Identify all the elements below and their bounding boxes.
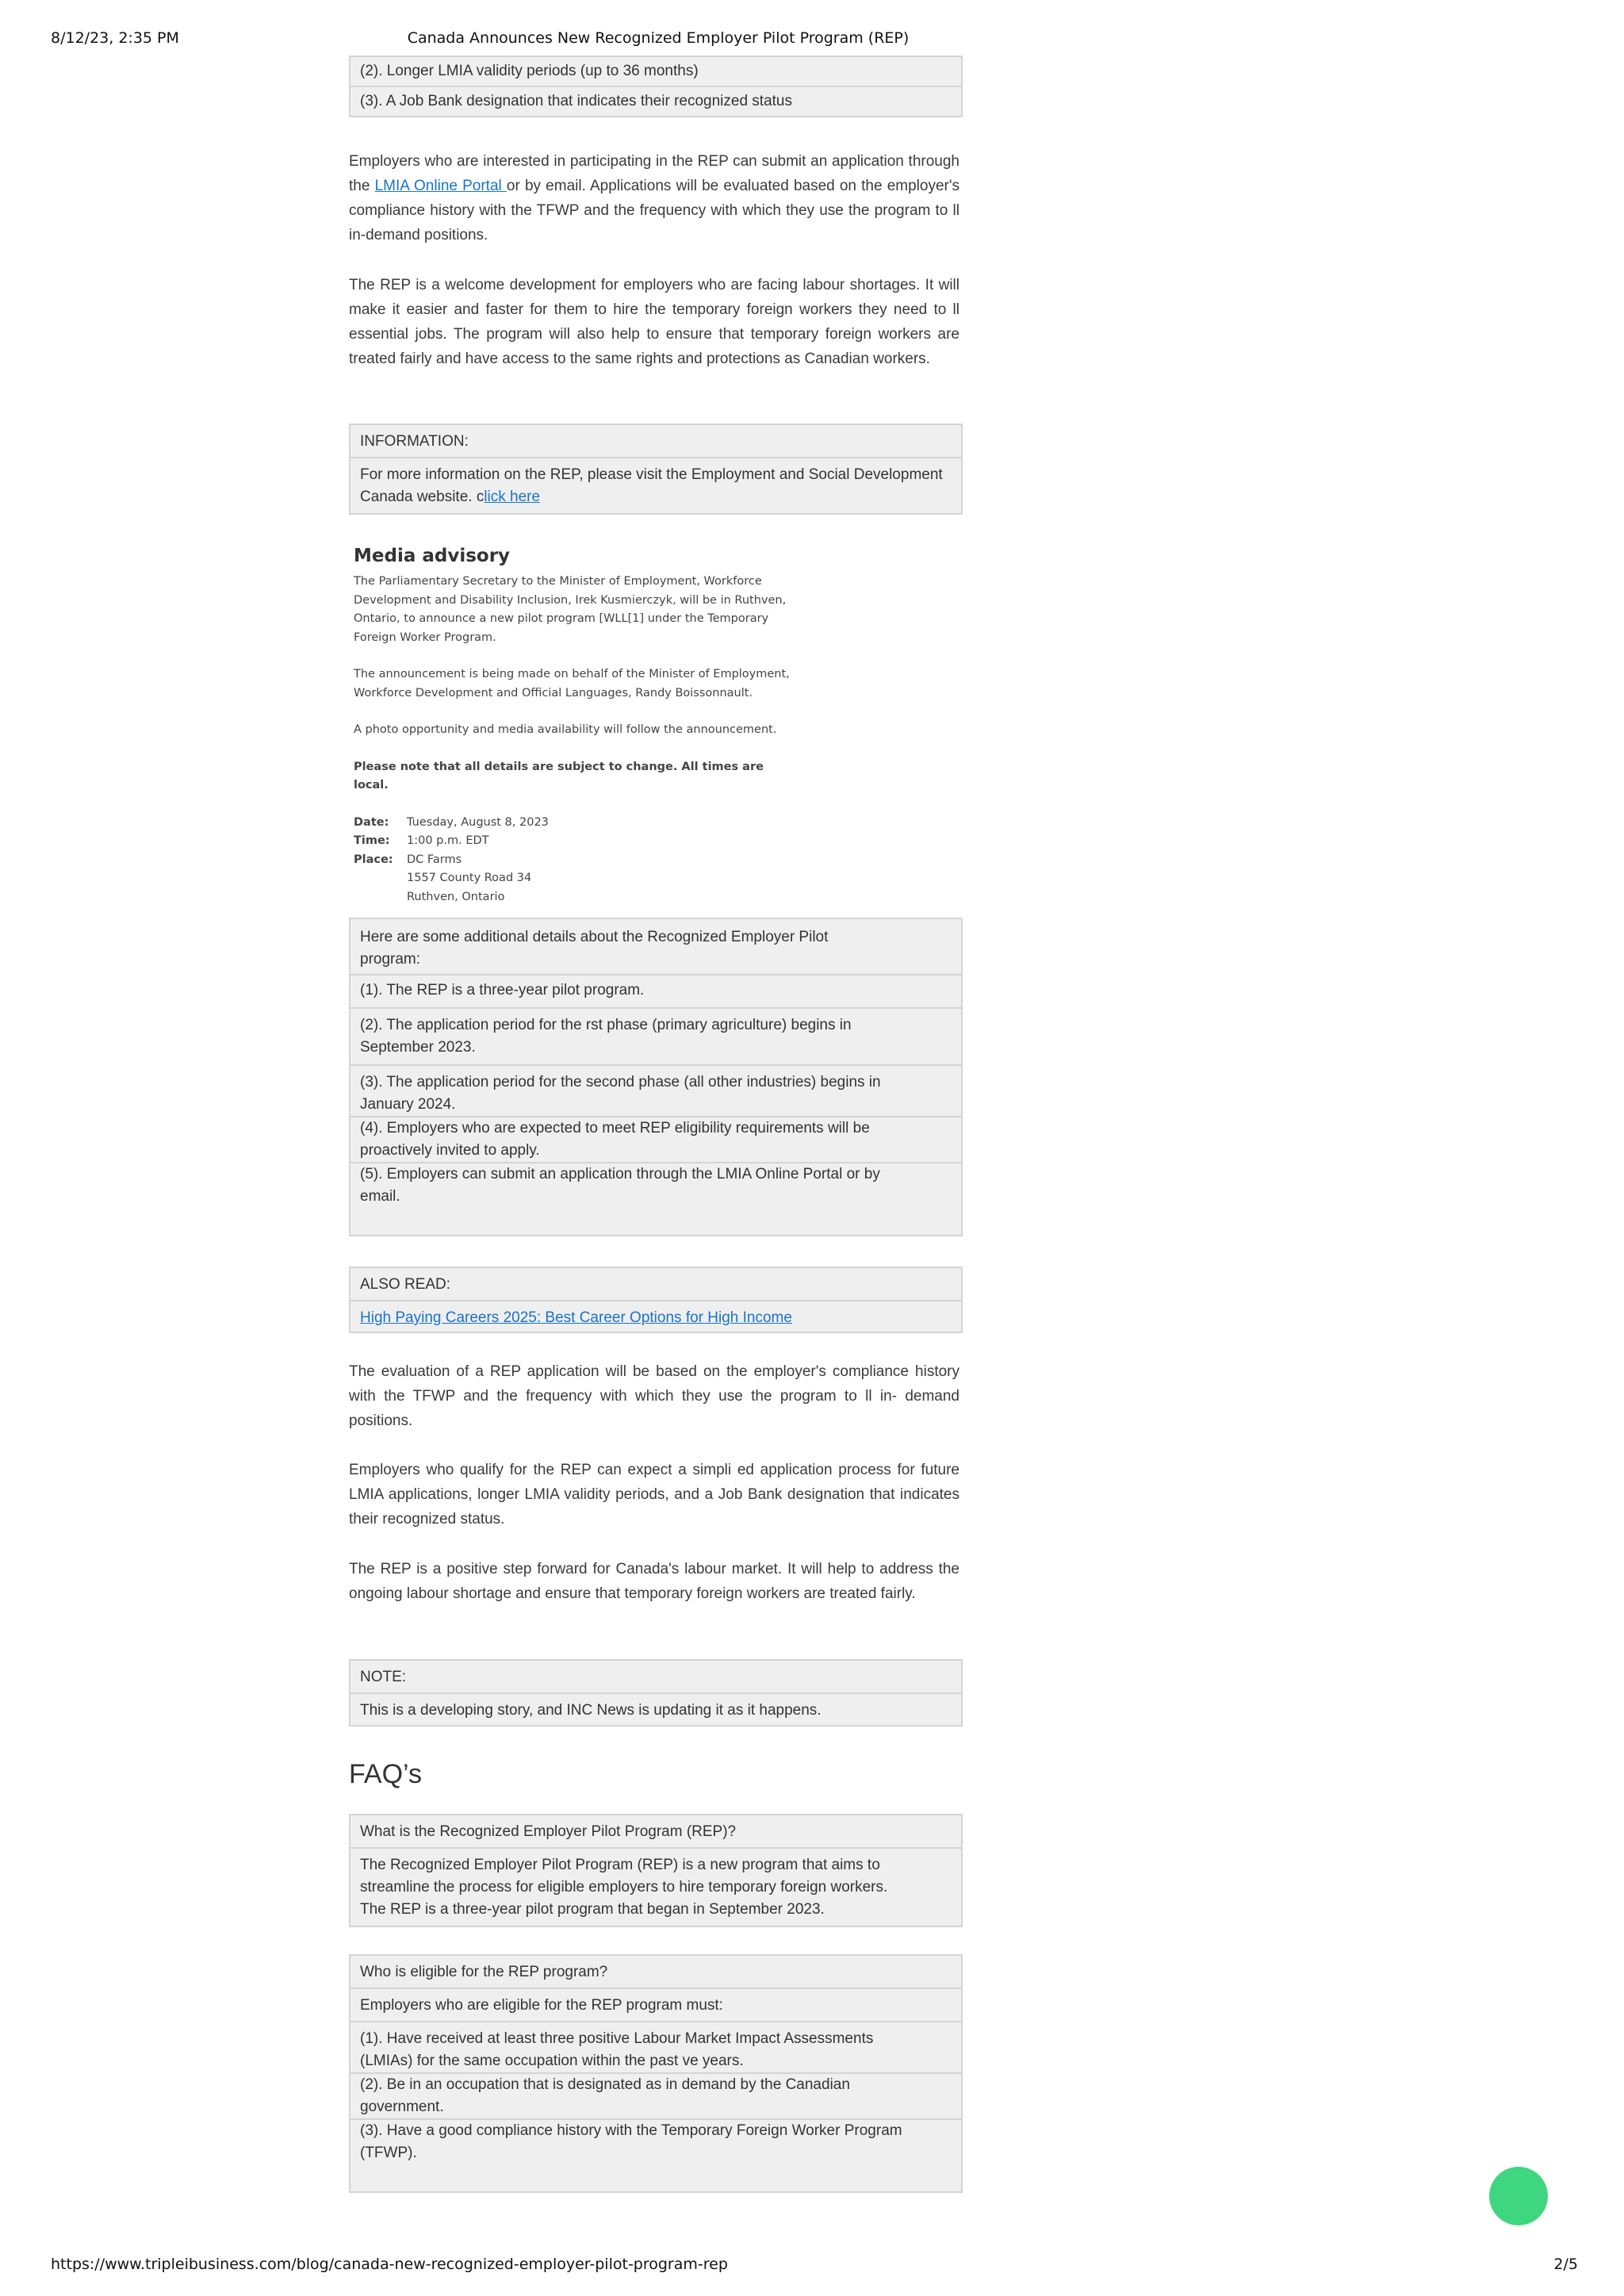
note-text: This is a developing story, and INC News is updating it as it happens. (360, 1702, 822, 1719)
time-value: 1:00 p.m. EDT (407, 834, 489, 847)
media-advisory-title: Media advisory (354, 546, 511, 566)
place-line: 1557 County Road 34 (407, 872, 532, 884)
paragraph-evaluation: The evaluation of a REP application will be based on the employer's compliance history with the TFWP and the frequency with which they use the program to ll in- demand positions. (349, 1363, 959, 1429)
benefit-item: (2). Longer LMIA validity periods (up to 36 months) (350, 57, 961, 87)
date-value: Tuesday, August 8, 2023 (407, 815, 549, 829)
details-box (349, 918, 963, 1236)
faq-answer (350, 1849, 961, 1926)
details-heading: Here are some additional details about the Recognized Employer Pilot program: (350, 919, 961, 976)
media-advisory-paragraph: The announcement is being made on behalf of the Minister of Employment, Workforce Development and Official Languages, Randy Boissonnault. (354, 668, 790, 700)
high-paying-careers-link[interactable]: High Paying Careers 2025: Best Career Options for High Income (360, 1309, 792, 1326)
also-read-row (350, 1301, 961, 1332)
information-box (349, 424, 963, 515)
details-item: (1). The REP is a three-year pilot program. (350, 976, 961, 1009)
media-advisory (354, 546, 798, 907)
media-advisory-paragraph: The Parliamentary Secretary to the Minister of Employment, Workforce Development and Disability Inclusion, Irek Kusmierczyk, will be in Ruthven, Ontario, to announce a new pilot program [WLL[1] under the Temporary Foreign Worker Program. (354, 575, 787, 644)
note-box (349, 1659, 963, 1727)
faq-eligibility-item: (1). Have received at least three positive Labour Market Impact Assessments (LMIAs) for the same occupation within the past ve years. (350, 2022, 961, 2074)
faq-question: What is the Recognized Employer Pilot Program (REP)? (350, 1815, 961, 1849)
lmia-portal-link[interactable]: LMIA Online Portal (374, 178, 507, 194)
media-advisory-notice: Please note that all details are subject to change. All times are local. (354, 760, 764, 792)
click-here-link[interactable]: lick here (484, 489, 541, 505)
place-line: DC Farms (407, 853, 462, 866)
faq-intro: Employers who are eligible for the REP program must: (350, 1989, 961, 2022)
paragraph-positive-step: The REP is a positive step forward for Canada's labour market. It will help to address the ongoing labour shortage and ensure that temporary foreign workers are treated fairly. (349, 1561, 959, 1602)
faq-question: Who is eligible for the REP program? (350, 1956, 961, 1989)
time-label: Time: (354, 834, 390, 847)
place-value (407, 851, 549, 907)
benefit-item: (3). A Job Bank designation that indicates their recognized status (360, 93, 792, 109)
place-line: Ruthven, Ontario (407, 890, 505, 903)
faq-answer-line: The REP is a three-year pilot program that began in September 2023. (360, 1901, 825, 1918)
information-text (350, 458, 961, 513)
paragraph-application (349, 149, 959, 247)
details-item: (2). The application period for the rst phase (primary agriculture) begins in September 2023. (350, 1009, 961, 1066)
paragraph-text: Employers who are interested in participating in the REP can submit an application through the (349, 153, 959, 194)
details-item: (3). The application period for the second phase (all other industries) begins in January 2024. (350, 1066, 961, 1117)
information-text-body: For more information on the REP, please visit the Employment and Social Development Canada website. c (360, 466, 943, 505)
floating-chat-button[interactable] (1489, 2167, 1548, 2225)
details-item: (5). Employers can submit an application through the LMIA Online Portal or by email. (360, 1166, 880, 1205)
faq-heading: FAQ’s (349, 1759, 422, 1789)
information-heading: INFORMATION: (350, 425, 961, 458)
faq-box-eligibility (349, 1954, 963, 2193)
also-read-box (349, 1267, 963, 1333)
faq-eligibility-item: (3). Have a good compliance history with the Temporary Foreign Worker Program (TFWP). (360, 2122, 902, 2161)
paragraph-qualify: Employers who qualify for the REP can expect a simpli ed application process for future LMIA applications, longer LMIA validity periods, and a Job Bank designation that indicates their recognized status. (349, 1462, 959, 1527)
paragraph-welcome: The REP is a welcome development for employers who are facing labour shortages. It will make it easier and faster for them to hire the temporary foreign workers they need to ll essential jobs. The program will also help to ensure that temporary foreign workers are treated fairly and have access to the same rights and protections as Canadian workers. (349, 277, 959, 367)
print-url: https://www.tripleibusiness.com/blog/canada-new-recognized-employer-pilot-program-rep (51, 2256, 728, 2273)
faq-answer-line: The Recognized Employer Pilot Program (REP) is a new program that aims to streamline the process for eligible employers to hire temporary foreign workers. (360, 1857, 888, 1895)
media-advisory-paragraph: A photo opportunity and media availability will follow the announcement. (354, 723, 777, 736)
print-date: 8/12/23, 2:35 PM (51, 29, 179, 47)
also-read-heading: ALSO READ: (350, 1268, 961, 1301)
print-title: Canada Announces New Recognized Employer Pilot Program (REP) (407, 29, 910, 47)
details-item: (4). Employers who are expected to meet REP eligibility requirements will be proactively invited to apply. (350, 1117, 961, 1163)
benefits-box (349, 56, 963, 117)
faq-box-what-is-rep (349, 1814, 963, 1927)
paragraph-text: or by email. Applications will be evaluated based on the employer's compliance history with the TFWP and the frequency with which they use the program to ll in-demand positions. (349, 178, 959, 243)
media-advisory-details (354, 814, 549, 907)
faq-eligibility-item: (2). Be in an occupation that is designated as in demand by the Canadian government. (350, 2074, 961, 2120)
note-heading: NOTE: (350, 1661, 961, 1694)
place-label: Place: (354, 853, 393, 866)
date-label: Date: (354, 815, 389, 829)
page-number: 2/5 (1553, 2256, 1578, 2273)
